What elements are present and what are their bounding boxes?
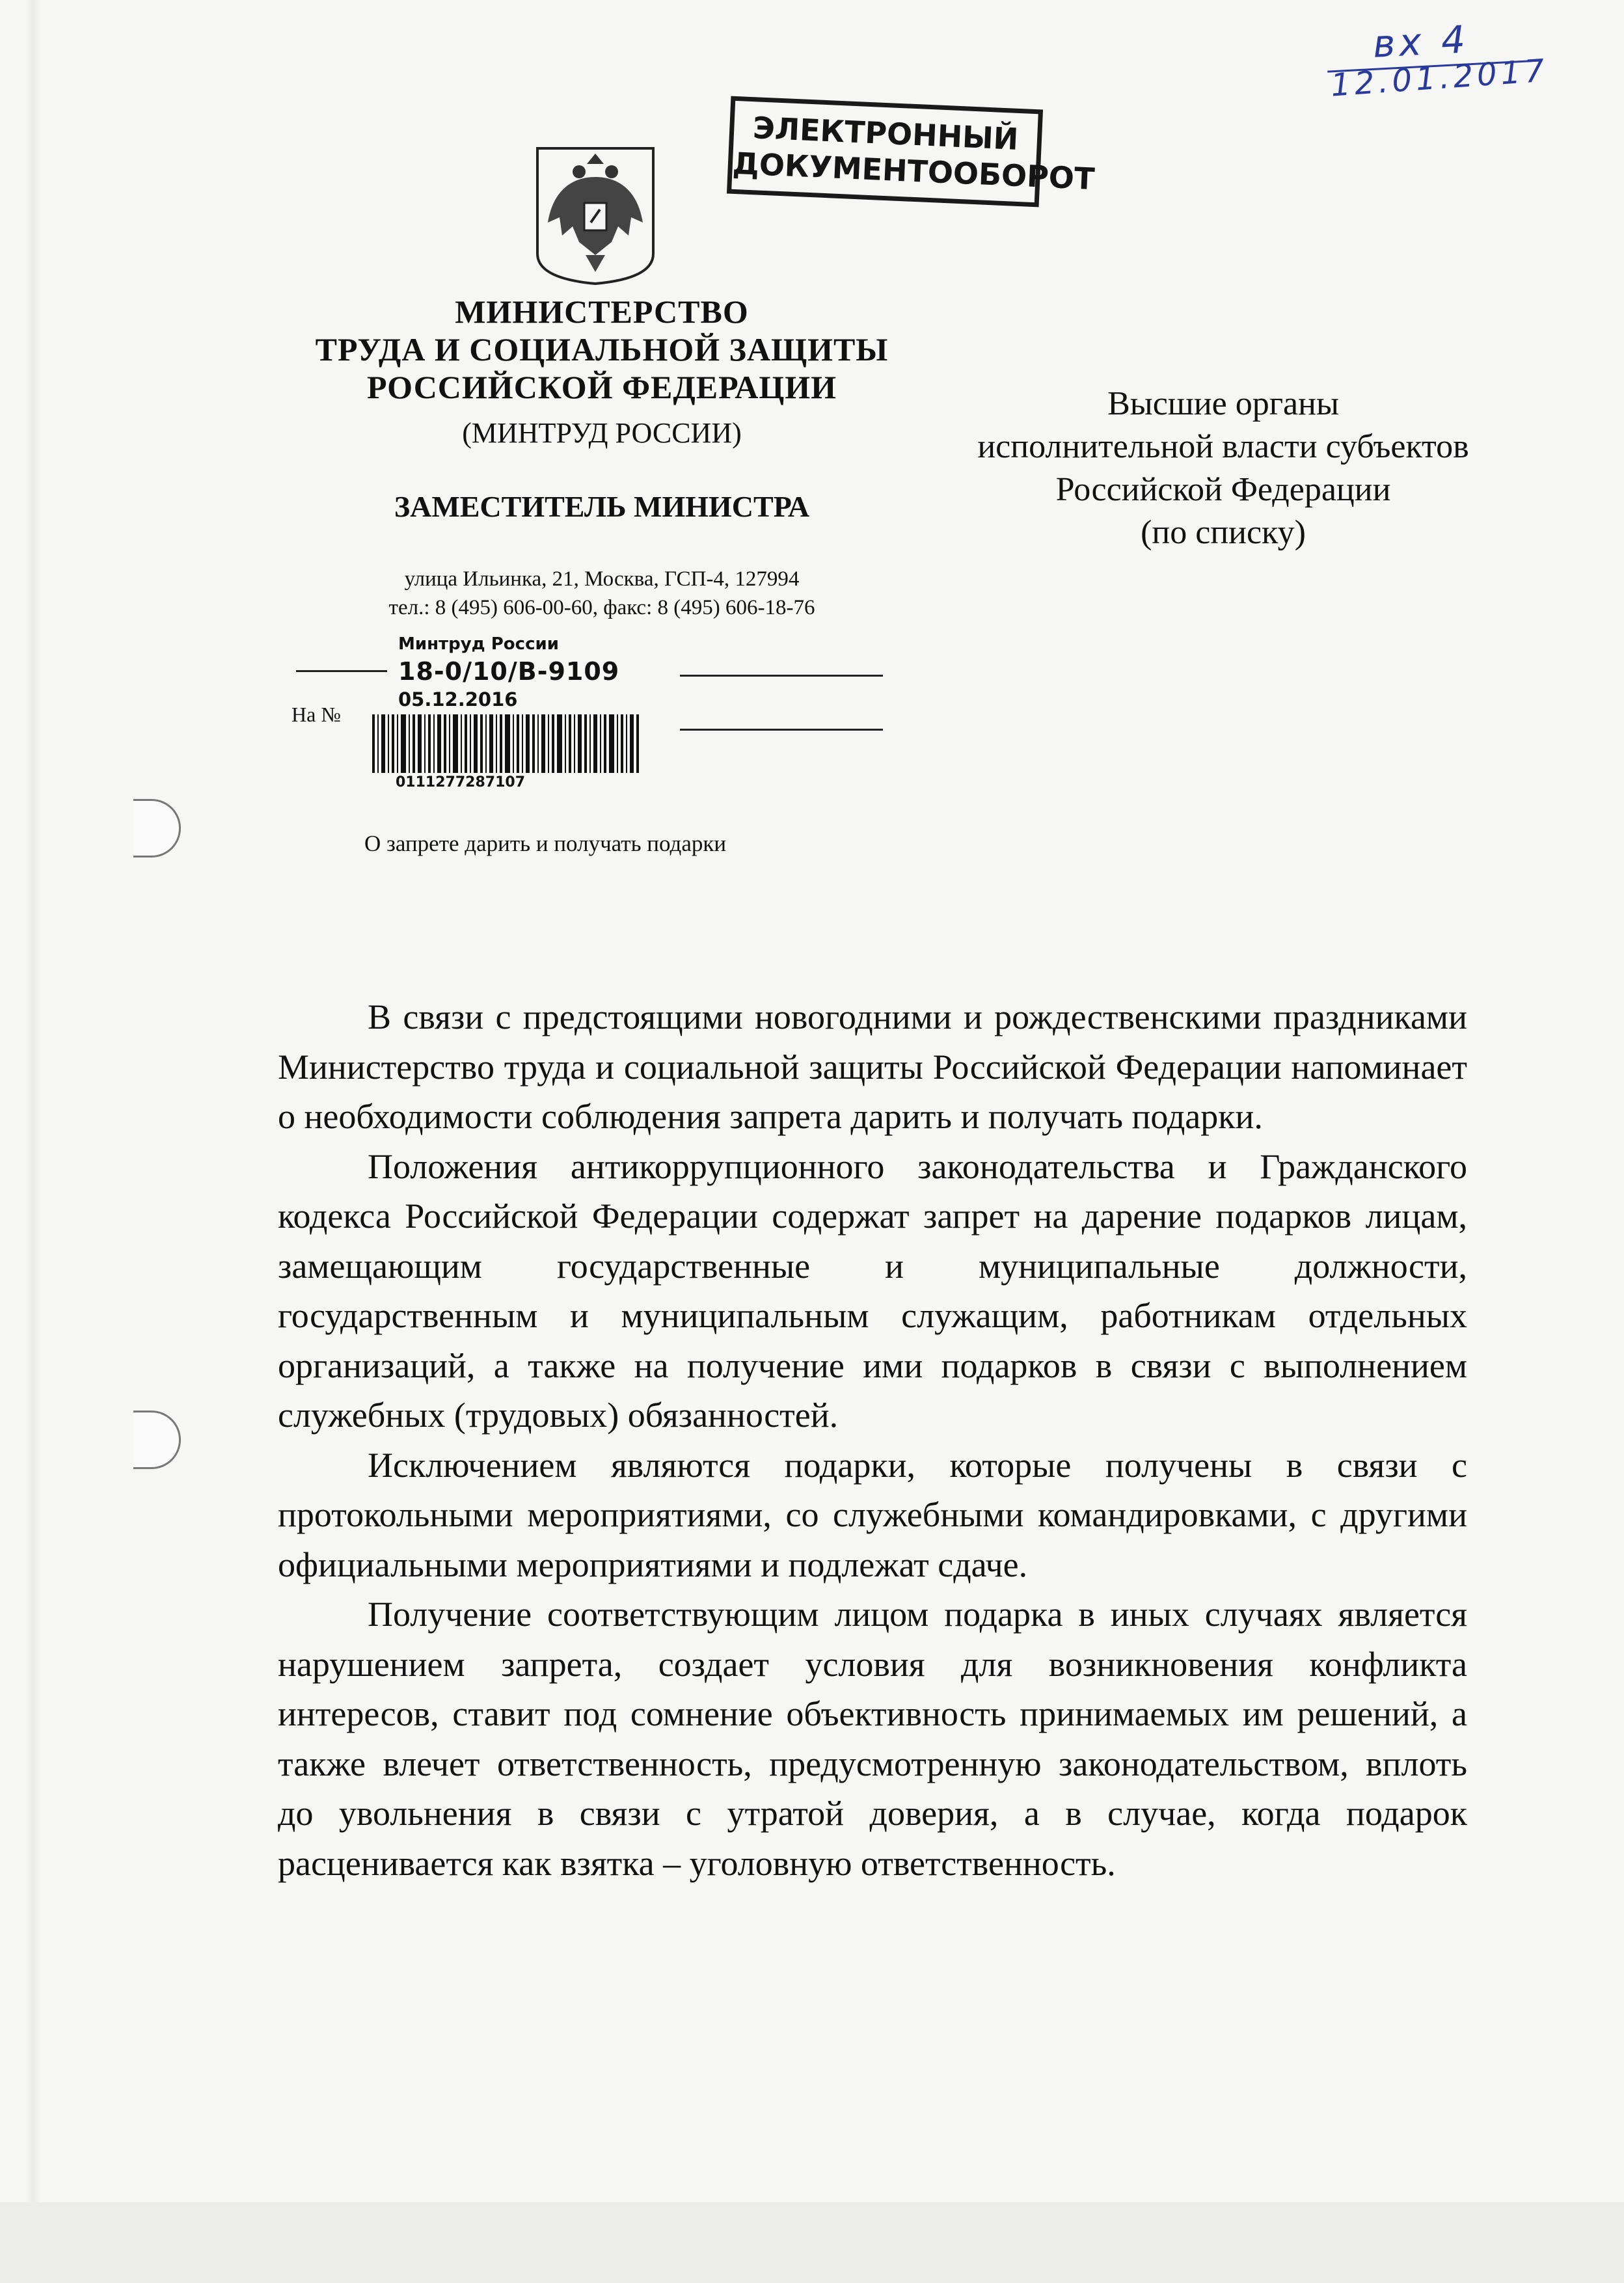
ministry-name-line-1: МИНИСТЕРСТВО — [455, 293, 749, 330]
stamp-line-1: ЭЛЕКТРОННЫЙ — [752, 110, 1020, 157]
date-field-line — [296, 670, 387, 672]
edoc-stamp — [727, 96, 1096, 208]
body-paragraph-3: Исключением являются подарки, которые получены в связи с протокольными мероприятиями, со служебными командировками, с другими официальными мероприятиями и подлежат сдаче. — [278, 1445, 1467, 1584]
registration-org: Минтруд России — [398, 634, 559, 654]
body-paragraph-2: Положения антикоррупционного законодательства и Гражданского кодекса Российской Федерации содержат запрет на дарение подарков лицам, замещающим государственные и муниципальные должности, государственным и муниципальным служащим, работникам отдельных организаций, а также на получение ими подарков в связи с выполнением служебных (трудовых) обязанностей. — [278, 1146, 1467, 1435]
handwritten-incoming-number: вх 4 — [1372, 17, 1470, 66]
address-line: улица Ильинка, 21, Москва, ГСП-4, 127994 — [404, 567, 800, 591]
number-field-line — [680, 675, 883, 677]
reference-label: На № — [291, 703, 341, 726]
punch-hole-bottom — [133, 1411, 181, 1469]
outgoing-date: 05.12.2016 — [398, 688, 518, 710]
letter-subject: О запрете дарить и получать подарки — [364, 831, 727, 856]
letter-body — [278, 992, 1467, 1888]
addressee-line-3: Российской Федерации — [1055, 471, 1391, 508]
scan-edge-shadow — [26, 0, 40, 2283]
addressee-line-2: исполнительной власти субъектов — [977, 428, 1469, 465]
body-paragraph-4: Получение соответствующим лицом подарка в иных случаях является нарушением запрета, создает условия для возникновения конфликта интересов, ставит под сомнение объективность принимаемых им решений, а также влечет ответственность, предусмотренную законодательством, вплоть до увольнения в связи с утратой доверия, а в случае, когда подарок расценивается как взятка – уголовную ответственность. — [278, 1595, 1467, 1883]
barcode-number: 0111277287107 — [396, 774, 525, 790]
ministry-short-name: (МИНТРУД РОССИИ) — [462, 417, 742, 449]
reference-field-line — [680, 729, 883, 731]
barcode-icon — [372, 714, 639, 773]
addressee-block — [911, 383, 1536, 554]
outgoing-number: 18-0/10/В-9109 — [398, 657, 620, 686]
punch-hole-top — [133, 799, 181, 858]
addressee-line-1: Высшие органы — [1107, 385, 1339, 422]
contacts-line: тел.: 8 (495) 606-00-60, факс: 8 (495) 606-18-76 — [388, 596, 815, 619]
ministry-name-line-3: РОССИЙСКОЙ ФЕДЕРАЦИИ — [366, 369, 837, 405]
ministry-name — [260, 293, 943, 406]
body-paragraph-1: В связи с предстоящими новогодними и рождественскими праздниками Министерство труда и социальной защиты Российской Федерации напоминает о необходимости соблюдения запрета дарить и получать подарки. — [278, 997, 1467, 1136]
ministry-address — [260, 565, 943, 622]
signatory-position: ЗАМЕСТИТЕЛЬ МИНИСТРА — [394, 490, 810, 523]
addressee-line-4: (по списку) — [1141, 514, 1306, 551]
ministry-name-line-2: ТРУДА И СОЦИАЛЬНОЙ ЗАЩИТЫ — [315, 331, 889, 368]
coat-of-arms-icon — [534, 144, 657, 286]
scan-bottom-band — [0, 2202, 1624, 2283]
handwritten-incoming-date: 12.01.2017 — [1329, 52, 1550, 104]
stamp-line-2: ДОКУМЕНТООБОРОТ — [731, 145, 1096, 197]
